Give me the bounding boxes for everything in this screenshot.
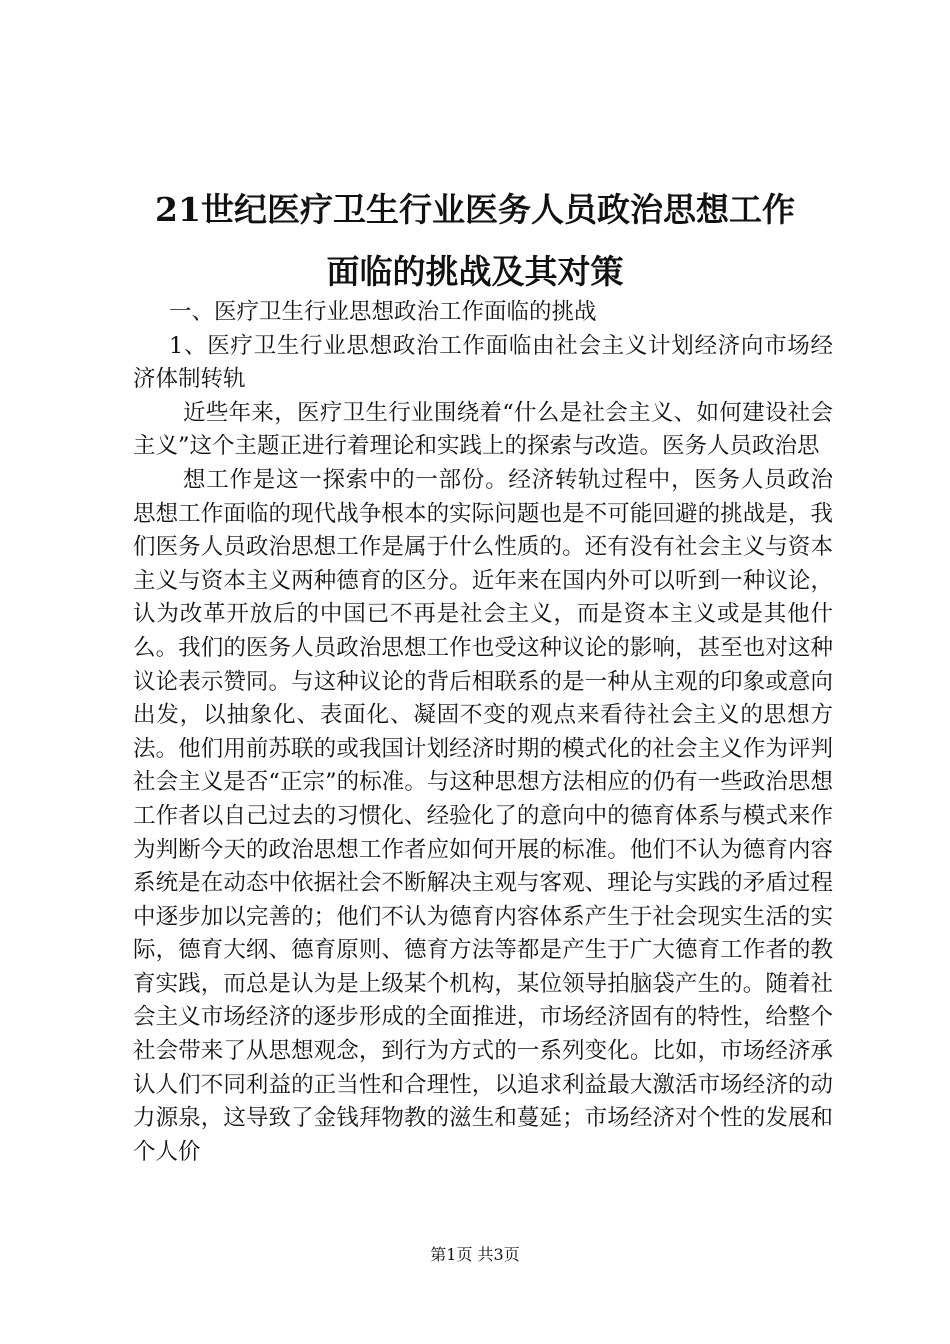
- section-heading: 一、医疗卫生行业思想政治工作面临的挑战: [169, 299, 597, 325]
- body-paragraph: 想工作是这一探索中的一部份。经济转轨过程中，医务人员政治思想工作面临的现代战争根本的实际问题也是不可能回避的挑战是，我们医务人员政治思想工作是属于什么性质的。还有没有社会主义与资本主义与资本主义两种德育的区分。近年来在国内外可以听到一种议论，认为改革开放后的中国已不再是社会主义，而是资本主义或是其他什么。我们的医务人员政治思想工作也受这种议论的影响，甚至也对这种议论表示赞同。与这种议论的背后相联系的是一种从主观的印象或意向出发，以抽象化、表面化、凝固不变的观点来看待社会主义的思想方法。他们用前苏联的或我国计划经济时期的模式化的社会主义作为评判社会主义是否“正宗”的标准。与这种思想方法相应的仍有一些政治思想工作者以自己过去的习惯化、经验化了的意向中的德育体系与模式来作为判断今天的政治思想工作者应如何开展的标准。他们不认为德育内容系统是在动态中依据社会不断解决主观与客观、理论与实践的矛盾过程中逐步加以完善的；他们不认为德育内容体系产生于社会现实生活的实际，德育大纲、德育原则、德育方法等都是产生于广大德育工作者的教育实践，而总是认为是上级某个机构，某位领导拍脑袋产生的。随着社会主义市场经济的逐步形成的全面推进，市场经济固有的特性，给整个社会带来了从思想观念，到行为方式的一系列变化。比如，市场经济承认人们不同利益的正当性和合理性，以追求利益最大激活市场经济的动力源泉，这导致了金钱拜物教的滋生和蔓延；市场经济对个性的发展和个人价: [133, 466, 833, 1165]
- subsection-heading: 1、医疗卫生行业思想政治工作面临由社会主义计划经济向市场经济体制转轨: [133, 332, 833, 393]
- page-number-footer: 第1页 共3页: [430, 1245, 520, 1264]
- document-body: [133, 296, 833, 1169]
- document-title-line-2: 面临的挑战及其对策: [326, 252, 624, 291]
- document-title-line-1: 21世纪医疗卫生行业医务人员政治思想工作: [155, 190, 795, 229]
- body-paragraph: 近些年来，医疗卫生行业围绕着“什么是社会主义、如何建设社会主义”这个主题正进行着理论和实践上的探索与改造。医务人员政治思: [133, 399, 833, 460]
